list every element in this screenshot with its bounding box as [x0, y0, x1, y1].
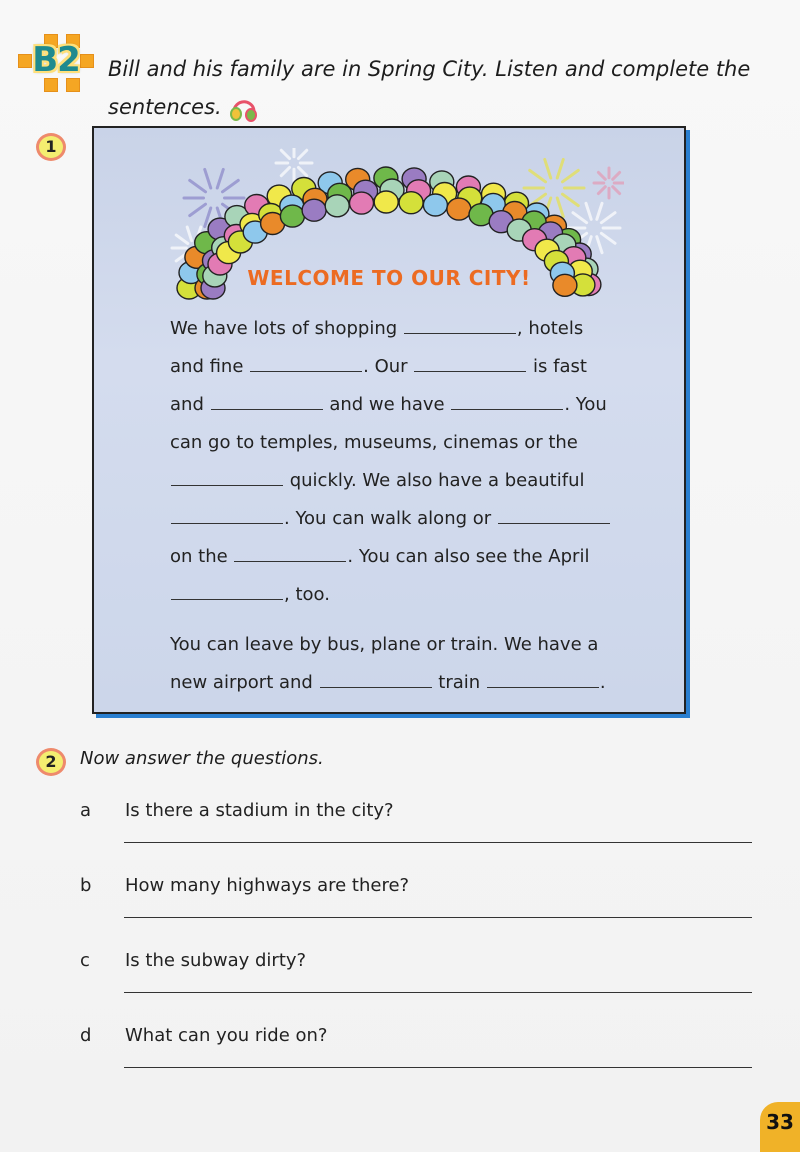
passage-text: . — [599, 672, 606, 693]
firework-spark — [597, 237, 602, 253]
firework-spark — [557, 198, 563, 217]
exercise-1-box — [92, 126, 686, 714]
answer-line[interactable] — [124, 1067, 752, 1068]
firework-spark — [545, 159, 551, 178]
firework-spark — [598, 187, 605, 194]
headphones-icon[interactable] — [228, 96, 258, 120]
answer-blank[interactable] — [211, 408, 323, 410]
passage-text: and we have — [323, 394, 451, 415]
answer-line[interactable] — [124, 917, 752, 918]
answer-blank[interactable] — [487, 686, 599, 688]
passage-text: , too. — [284, 584, 330, 605]
firework-spark — [222, 180, 238, 191]
answer-blank[interactable] — [414, 370, 526, 372]
question-letter: c — [80, 950, 90, 971]
answer-blank[interactable] — [498, 522, 610, 524]
exercise-1-number: 1 — [36, 133, 66, 161]
firework-spark — [281, 167, 289, 175]
answer-blank[interactable] — [320, 686, 432, 688]
balloon — [280, 205, 304, 227]
balloon — [302, 199, 326, 221]
exercise-2-number: 2 — [36, 748, 66, 776]
question-letter: d — [80, 1025, 92, 1046]
section-badge — [18, 34, 92, 92]
firework-spark — [562, 194, 578, 205]
question-letter: b — [80, 875, 92, 896]
firework-spark — [613, 187, 620, 194]
firework-spark — [298, 150, 306, 158]
answer-blank[interactable] — [171, 484, 283, 486]
answer-blank[interactable] — [234, 560, 346, 562]
firework-spark — [601, 213, 615, 223]
firework-spark — [187, 227, 191, 241]
firework-spark — [557, 159, 563, 178]
passage — [170, 310, 620, 702]
page-number: 33 — [760, 1102, 800, 1152]
balloon — [399, 192, 423, 214]
answer-blank[interactable] — [451, 408, 563, 410]
passage-text: quickly. We also have a beautiful — [284, 470, 585, 491]
balloon — [350, 192, 374, 214]
passage-text: is fast and — [170, 356, 587, 415]
question-text: What can you ride on? — [125, 1025, 328, 1046]
firework-spark — [176, 235, 188, 243]
balloon — [447, 198, 471, 220]
balloon — [325, 195, 349, 217]
instruction-label: Bill and his family are in Spring City. Listen and complete the sentences. — [108, 57, 751, 119]
firework-spark — [613, 172, 620, 179]
answer-line[interactable] — [124, 992, 752, 993]
firework-spark — [601, 233, 615, 243]
firework-spark — [298, 167, 306, 175]
passage-text: We have lots of shopping — [170, 318, 403, 339]
instruction-text — [108, 50, 758, 126]
question-text: Is the subway dirty? — [125, 950, 307, 971]
passage-text: , hotels and fine — [170, 318, 584, 377]
firework-spark — [530, 170, 546, 181]
answer-blank[interactable] — [404, 332, 516, 334]
passage-text: . You can walk along or — [284, 508, 497, 529]
question-letter: a — [80, 800, 92, 821]
answer-blank[interactable] — [250, 370, 362, 372]
firework-spark — [586, 203, 591, 219]
answer-blank[interactable] — [171, 522, 283, 524]
passage-text: on the — [170, 546, 234, 567]
banner-title: WELCOME TO OUR CITY! — [247, 266, 531, 290]
firework-spark — [205, 169, 211, 188]
firework-spark — [573, 213, 587, 223]
section-badge-label: B2 — [32, 40, 80, 80]
passage-text: . You can also see the April — [347, 546, 590, 567]
question-text: Is there a stadium in the city? — [125, 800, 394, 821]
balloon — [423, 194, 447, 216]
firework-spark — [190, 204, 206, 215]
question-text: How many highways are there? — [125, 875, 410, 896]
passage-text: . Our — [363, 356, 414, 377]
passage-paragraph — [170, 310, 620, 614]
firework-spark — [217, 169, 223, 188]
passage-text: train — [432, 672, 486, 693]
exercise-2-title: Now answer the questions. — [80, 748, 324, 769]
passage-text: You can leave by bus, plane or train. We have a new airport and — [170, 634, 599, 693]
firework-spark — [281, 150, 289, 158]
balloon-arch-illustration — [154, 148, 624, 318]
firework-spark — [562, 170, 578, 181]
passage-paragraph — [170, 626, 620, 702]
firework-spark — [597, 203, 602, 219]
balloon — [374, 191, 398, 213]
firework-spark — [598, 172, 605, 179]
answer-line[interactable] — [124, 842, 752, 843]
passage-text: . You can go to temples, museums, cinemas or the — [170, 394, 607, 453]
firework-spark — [190, 180, 206, 191]
answer-blank[interactable] — [171, 598, 283, 600]
